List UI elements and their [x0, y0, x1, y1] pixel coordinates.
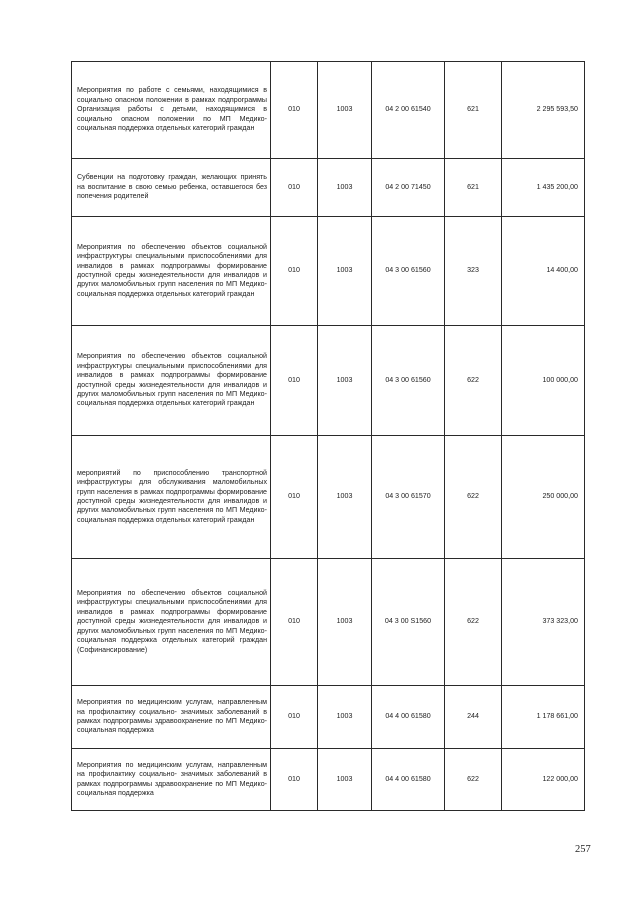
ministry-code: 010 — [271, 326, 318, 436]
row-description: Мероприятия по медицинским услугам, направленным на профилактику социально- значимых заболеваний в рамках подпрограммы здравоохранение по МП Медико-социальная поддержка — [72, 749, 271, 811]
expense-type-code: 622 — [445, 436, 502, 559]
table-row — [72, 436, 585, 559]
ministry-code: 010 — [271, 159, 318, 217]
table-row — [72, 749, 585, 811]
table-row — [72, 686, 585, 749]
row-description: Мероприятия по работе с семьями, находящимися в социально опасном положении в рамках подпрограммы Организация работы с детьми, находящимися в социально опасном положении по МП Медико-социальная поддержка отдельных категорий граждан — [72, 62, 271, 159]
target-article-code: 04 4 00 61580 — [372, 686, 445, 749]
table-row — [72, 159, 585, 217]
ministry-code: 010 — [271, 686, 318, 749]
target-article-code: 04 3 00 61570 — [372, 436, 445, 559]
section-code: 1003 — [318, 159, 372, 217]
ministry-code: 010 — [271, 559, 318, 686]
ministry-code: 010 — [271, 217, 318, 326]
expense-type-code: 622 — [445, 749, 502, 811]
section-code: 1003 — [318, 749, 372, 811]
amount: 250 000,00 — [502, 436, 585, 559]
row-description: Мероприятия по обеспечению объектов социальной инфраструктуры специальными приспособлениями для инвалидов в рамках подпрограммы формирование доступной среды жизнедеятельности для инвалидов и других маломобильных групп населения по МП Медико-социальная поддержка отдельных категорий граждан (Софинансирование) — [72, 559, 271, 686]
expense-type-code: 244 — [445, 686, 502, 749]
section-code: 1003 — [318, 559, 372, 686]
section-code: 1003 — [318, 217, 372, 326]
ministry-code: 010 — [271, 436, 318, 559]
amount: 2 295 593,50 — [502, 62, 585, 159]
page-number: 257 — [575, 844, 591, 855]
section-code: 1003 — [318, 62, 372, 159]
section-code: 1003 — [318, 686, 372, 749]
amount: 1 435 200,00 — [502, 159, 585, 217]
target-article-code: 04 3 00 61560 — [372, 217, 445, 326]
target-article-code: 04 4 00 61580 — [372, 749, 445, 811]
target-article-code: 04 2 00 71450 — [372, 159, 445, 217]
section-code: 1003 — [318, 436, 372, 559]
row-description: Мероприятия по обеспечению объектов социальной инфраструктуры специальными приспособлениями для инвалидов в рамках подпрограммы формирование доступной среды жизнедеятельности для инвалидов и других маломобильных групп населения по МП Медико-социальная поддержка отдельных категорий граждан — [72, 326, 271, 436]
amount: 122 000,00 — [502, 749, 585, 811]
amount: 373 323,00 — [502, 559, 585, 686]
table-row — [72, 62, 585, 159]
target-article-code: 04 2 00 61540 — [372, 62, 445, 159]
ministry-code: 010 — [271, 62, 318, 159]
table-row — [72, 559, 585, 686]
target-article-code: 04 3 00 61560 — [372, 326, 445, 436]
expense-type-code: 621 — [445, 159, 502, 217]
budget-table — [71, 61, 585, 811]
row-description: Субвенции на подготовку граждан, желающих принять на воспитание в свою семью ребенка, оставшегося без попечения родителей — [72, 159, 271, 217]
table-row — [72, 217, 585, 326]
table-row — [72, 326, 585, 436]
row-description: Мероприятия по медицинским услугам, направленным на профилактику социально- значимых заболеваний в рамках подпрограммы здравоохранение по МП Медико-социальная поддержка — [72, 686, 271, 749]
amount: 100 000,00 — [502, 326, 585, 436]
expense-type-code: 622 — [445, 326, 502, 436]
amount: 14 400,00 — [502, 217, 585, 326]
expense-type-code: 621 — [445, 62, 502, 159]
amount: 1 178 661,00 — [502, 686, 585, 749]
row-description: Мероприятия по обеспечению объектов социальной инфраструктуры специальными приспособлениями для инвалидов в рамках подпрограммы формирование доступной среды жизнедеятельности для инвалидов и других маломобильных групп населения по МП Медико-социальная поддержка отдельных категорий граждан — [72, 217, 271, 326]
ministry-code: 010 — [271, 749, 318, 811]
section-code: 1003 — [318, 326, 372, 436]
target-article-code: 04 3 00 S1560 — [372, 559, 445, 686]
expense-type-code: 622 — [445, 559, 502, 686]
expense-type-code: 323 — [445, 217, 502, 326]
row-description: мероприятий по приспособлению транспортной инфраструктуры для обслуживания маломобильных групп населения в рамках подпрограммы формирование доступной среды жизнедеятельности для инвалидов и других маломобильных групп населения по МП Медико-социальная поддержка отдельных категорий граждан — [72, 436, 271, 559]
